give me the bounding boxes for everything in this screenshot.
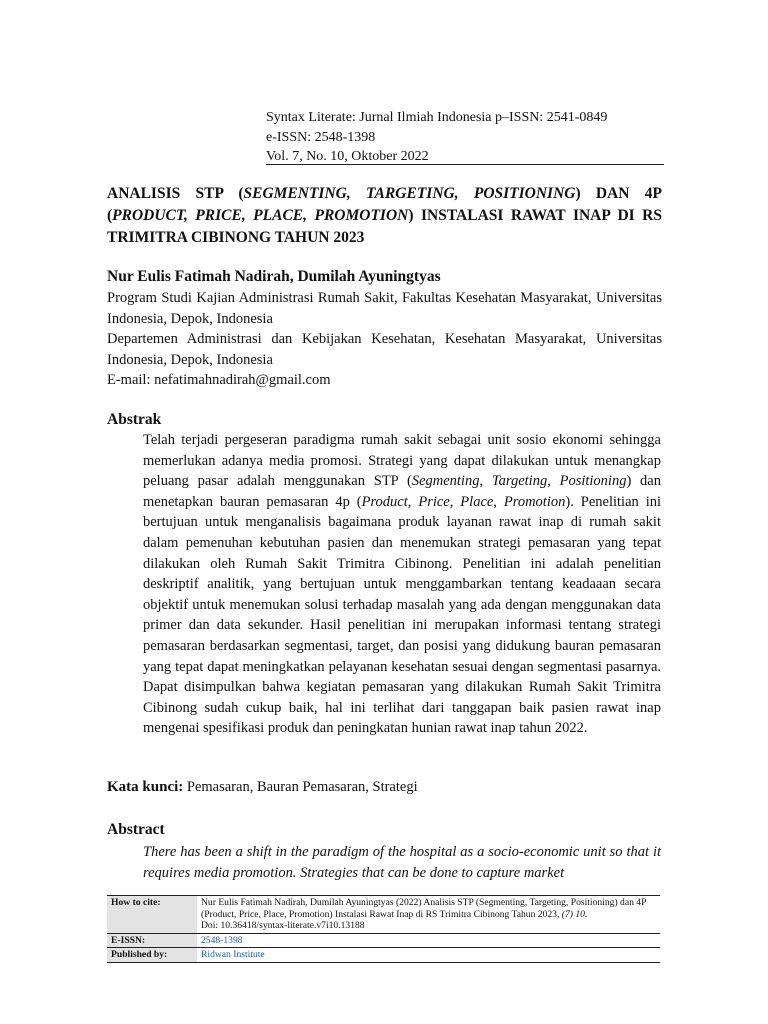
citation-table (107, 896, 660, 963)
how-to-cite-issue: (7) 10. (561, 908, 588, 920)
publisher-cell (197, 948, 660, 963)
eissn-label: E-ISSN: (107, 933, 197, 948)
paper-title (107, 183, 662, 249)
author-email: E-mail: nefatimahnadirah@gmail.com (107, 372, 331, 388)
eissn-cell (197, 933, 660, 948)
keywords-label: Kata kunci: (107, 779, 184, 795)
eissn-link[interactable]: 2548-1398 (201, 934, 243, 946)
abstrak-part-1: Telah terjadi pergeseran paradigma rumah sakit sebagai unit sosio ekonomi sehingga memerlukan adanya media promosi. Strategi yang dapat dilakukan untuk menangkap peluang pasar adalah menggunakan STP ( (143, 432, 661, 490)
citation-row-how-to-cite (107, 896, 660, 933)
abstrak-heading: Abstrak (107, 411, 162, 428)
how-to-cite-text: Nur Eulis Fatimah Nadirah, Dumilah Ayuningtyas (2022) Analisis STP (Segmenting, Targeting, Positioning) dan 4P (Product, Price, Place, Promotion) Instalasi Rawat Inap di RS Trimitra Cibinong Tahun 2023, (201, 897, 647, 920)
abstrak-part-2: ) dan menetapkan bauran pemasaran 4p ( (143, 473, 661, 510)
affiliation-2: Departemen Administrasi dan Kebijakan Kesehatan, Kesehatan Masyarakat, Universitas Indonesia, Depok, Indonesia (107, 331, 662, 368)
header-divider (266, 164, 664, 165)
publisher-link[interactable]: Ridwan Institute (201, 949, 265, 960)
how-to-cite-value (197, 896, 660, 933)
citation-row-eissn (107, 933, 660, 948)
journal-header (266, 108, 664, 167)
title-part-2: SEGMENTING, TARGETING, POSITIONING (243, 185, 576, 202)
abstract-text: There has been a shift in the paradigm of the hospital as a socio-economic unit so that it requires media promotion. Strategies that can be done to capture market (143, 844, 661, 881)
citation-row-publisher (107, 948, 660, 963)
volume-line: Vol. 7, No. 10, Oktober 2022 (266, 149, 429, 164)
authors: Nur Eulis Fatimah Nadirah, Dumilah Ayuningtyas (107, 268, 441, 285)
abstrak-italic-1: Segmenting, Targeting, Positioning (411, 473, 627, 490)
journal-name-line: Syntax Literate: Jurnal Ilmiah Indonesia p–ISSN: 2541-0849 (266, 110, 608, 125)
eissn-line: e-ISSN: 2548-1398 (266, 129, 376, 145)
abstrak-text (143, 430, 661, 739)
title-part-3: ) DAN 4P ( (107, 185, 662, 224)
abstract-heading: Abstract (107, 821, 165, 838)
keywords-value: Pemasaran, Bauran Pemasaran, Strategi (183, 779, 418, 795)
title-part-5: ) INSTALASI RAWAT INAP DI RS TRIMITRA CIBINONG TAHUN 2023 (107, 207, 662, 246)
keywords (107, 779, 418, 796)
title-part-1: ANALISIS STP ( (107, 185, 244, 202)
affiliation-1: Program Studi Kajian Administrasi Rumah Sakit, Fakultas Kesehatan Masyarakat, Universitas Indonesia, Depok, Indonesia (107, 290, 662, 327)
citation-doi: Doi: 10.36418/syntax-literate.v7i10.13188 (201, 920, 365, 931)
abstrak-italic-2: Product, Price, Place, Promotion (361, 493, 566, 510)
title-part-4: PRODUCT, PRICE, PLACE, PROMOTION (112, 207, 409, 224)
abstrak-part-3: ). Penelitian ini bertujuan untuk menganalisis bagaimana produk layanan rawat inap di rumah sakit dalam pemenuhan kebutuhan pasien dan menemukan strategi pemasaran yang tepat dilakukan oleh Rumah Sakit Trimitra Cibinong. Penelitian ini adalah penelitian deskriptif analitik, yang bertujuan untuk menggambarkan tentang keadaaan secara objektif untuk menemukan solusi terhadap masalah yang ada dengan menggunakan data primer dan data sekunder. Hasil penelitian ini merupakan informasi tentang strategi pemasaran berdasarkan segmentasi, target, dan posisi yang didukung bauran pemasaran yang tepat dapat meningkatkan pelayanan kesehatan sesuai dengan segmentasi pasarnya. Dapat disimpulkan bahwa kegiatan pemasaran yang dilakukan Rumah Sakit Trimitra Cibinong sudah cukup baik, hal ini terlihat dari tanggapan baik pasien rawat inap mengenai spesifikasi produk dan peningkatan hunian rawat inap tahun 2022. (143, 493, 662, 737)
publisher-label: Published by: (107, 948, 197, 963)
how-to-cite-label: How to cite: (107, 896, 197, 933)
